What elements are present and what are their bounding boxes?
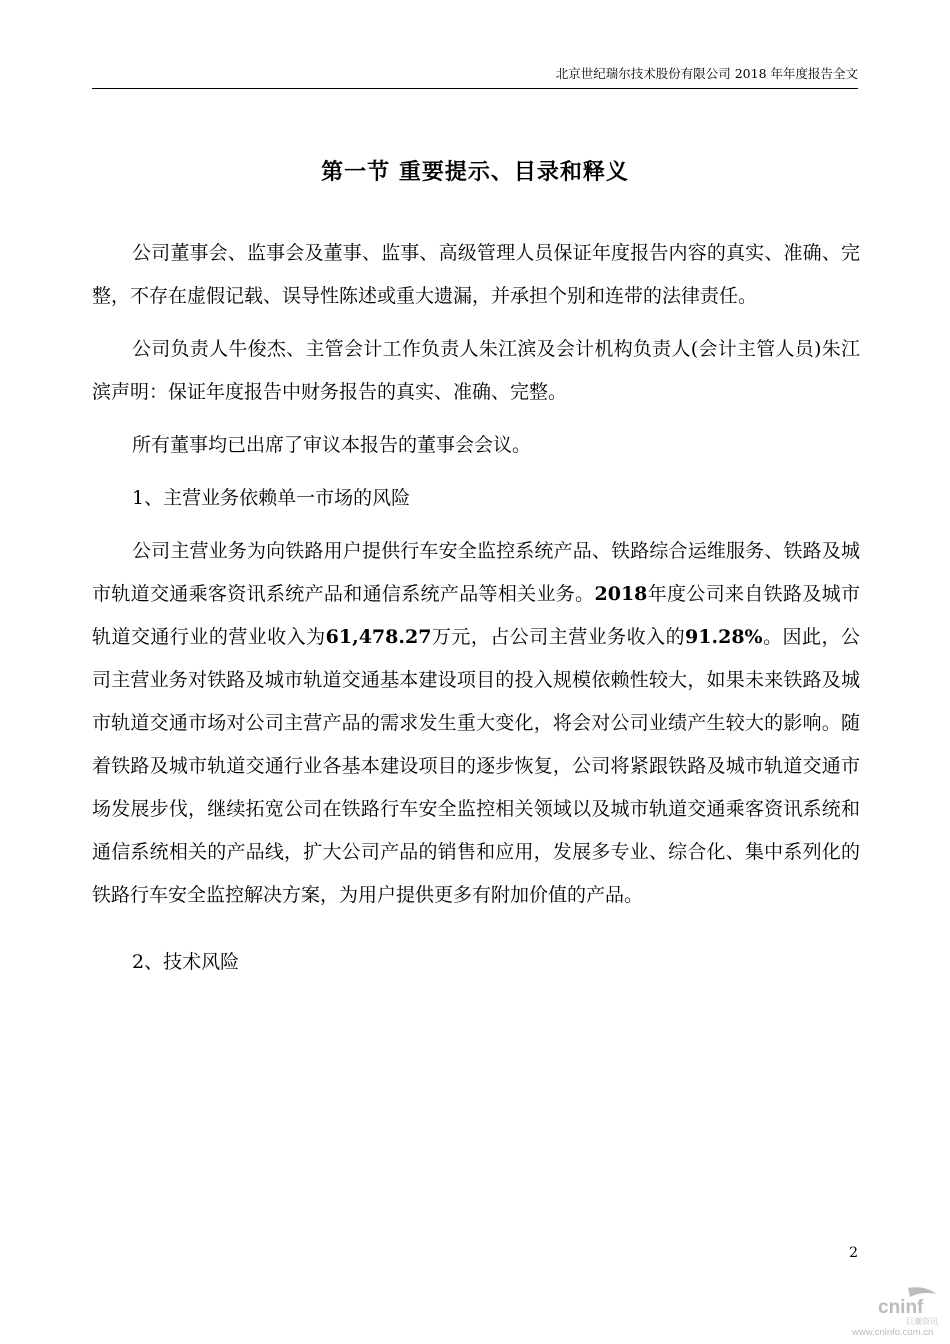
- text-segment: 公司主营业务为向铁路用户提供行车安全监控系统产品、铁路综合运维服务、铁路及城市轨道交通乘客资讯系统产品和通信系统产品等相关业务。: [92, 540, 860, 605]
- swoosh-icon: [908, 1287, 936, 1297]
- watermark-url: www.cninfo.com.cn: [852, 1327, 934, 1338]
- section-title: 第一节 重要提示、目录和释义: [321, 159, 629, 185]
- year-value: 2018: [594, 583, 648, 605]
- paragraph-single-market-risk: [92, 530, 860, 917]
- text-segment: 万元，占公司主营业务收入的: [431, 626, 686, 648]
- revenue-amount: 61,478.27: [325, 626, 432, 648]
- paragraph-responsible-persons: 公司负责人牛俊杰、主管会计工作负责人朱江滨及会计机构负责人(会计主管人员)朱江滨声明：保证年度报告中财务报告的真实、准确、完整。: [92, 338, 860, 403]
- page-number: 2: [849, 1245, 858, 1261]
- text-segment: 年度公司来自铁路及城市轨道交通行业的营业收入为: [92, 583, 860, 648]
- risk-heading-technology: 2、技术风险: [132, 951, 240, 973]
- page-header: [92, 64, 858, 89]
- revenue-percentage: 91.28%: [685, 626, 763, 648]
- paragraph-directors-attendance: 所有董事均已出席了审议本报告的董事会会议。: [132, 434, 532, 456]
- cninfo-watermark-logo: [848, 1284, 940, 1338]
- header-text: 北京世纪瑞尔技术股份有限公司 2018 年年度报告全文: [555, 66, 858, 81]
- watermark-logo-text: cninf: [878, 1297, 924, 1318]
- document-body: [92, 232, 860, 994]
- risk-heading-single-market: 1、主营业务依赖单一市场的风险: [132, 487, 411, 509]
- paragraph-board-guarantee: 公司董事会、监事会及董事、监事、高级管理人员保证年度报告内容的真实、准确、完整，不存在虚假记载、误导性陈述或重大遗漏，并承担个别和连带的法律责任。: [92, 242, 860, 307]
- text-segment: 。因此，公司主营业务对铁路及城市轨道交通基本建设项目的投入规模依赖性较大，如果未来铁路及城市轨道交通市场对公司主营产品的需求发生重大变化，将会对公司业绩产生较大的影响。随着铁路及城市轨道交通行业各基本建设项目的逐步恢复，公司将紧跟铁路及城市轨道交通市场发展步伐，继续拓宽公司在铁路行车安全监控相关领域以及城市轨道交通乘客资讯系统和通信系统相关的产品线，扩大公司产品的销售和应用，发展多专业、综合化、集中系列化的铁路行车安全监控解决方案，为用户提供更多有附加价值的产品。: [92, 626, 860, 906]
- watermark-chinese-text: 巨潮资讯: [906, 1317, 938, 1326]
